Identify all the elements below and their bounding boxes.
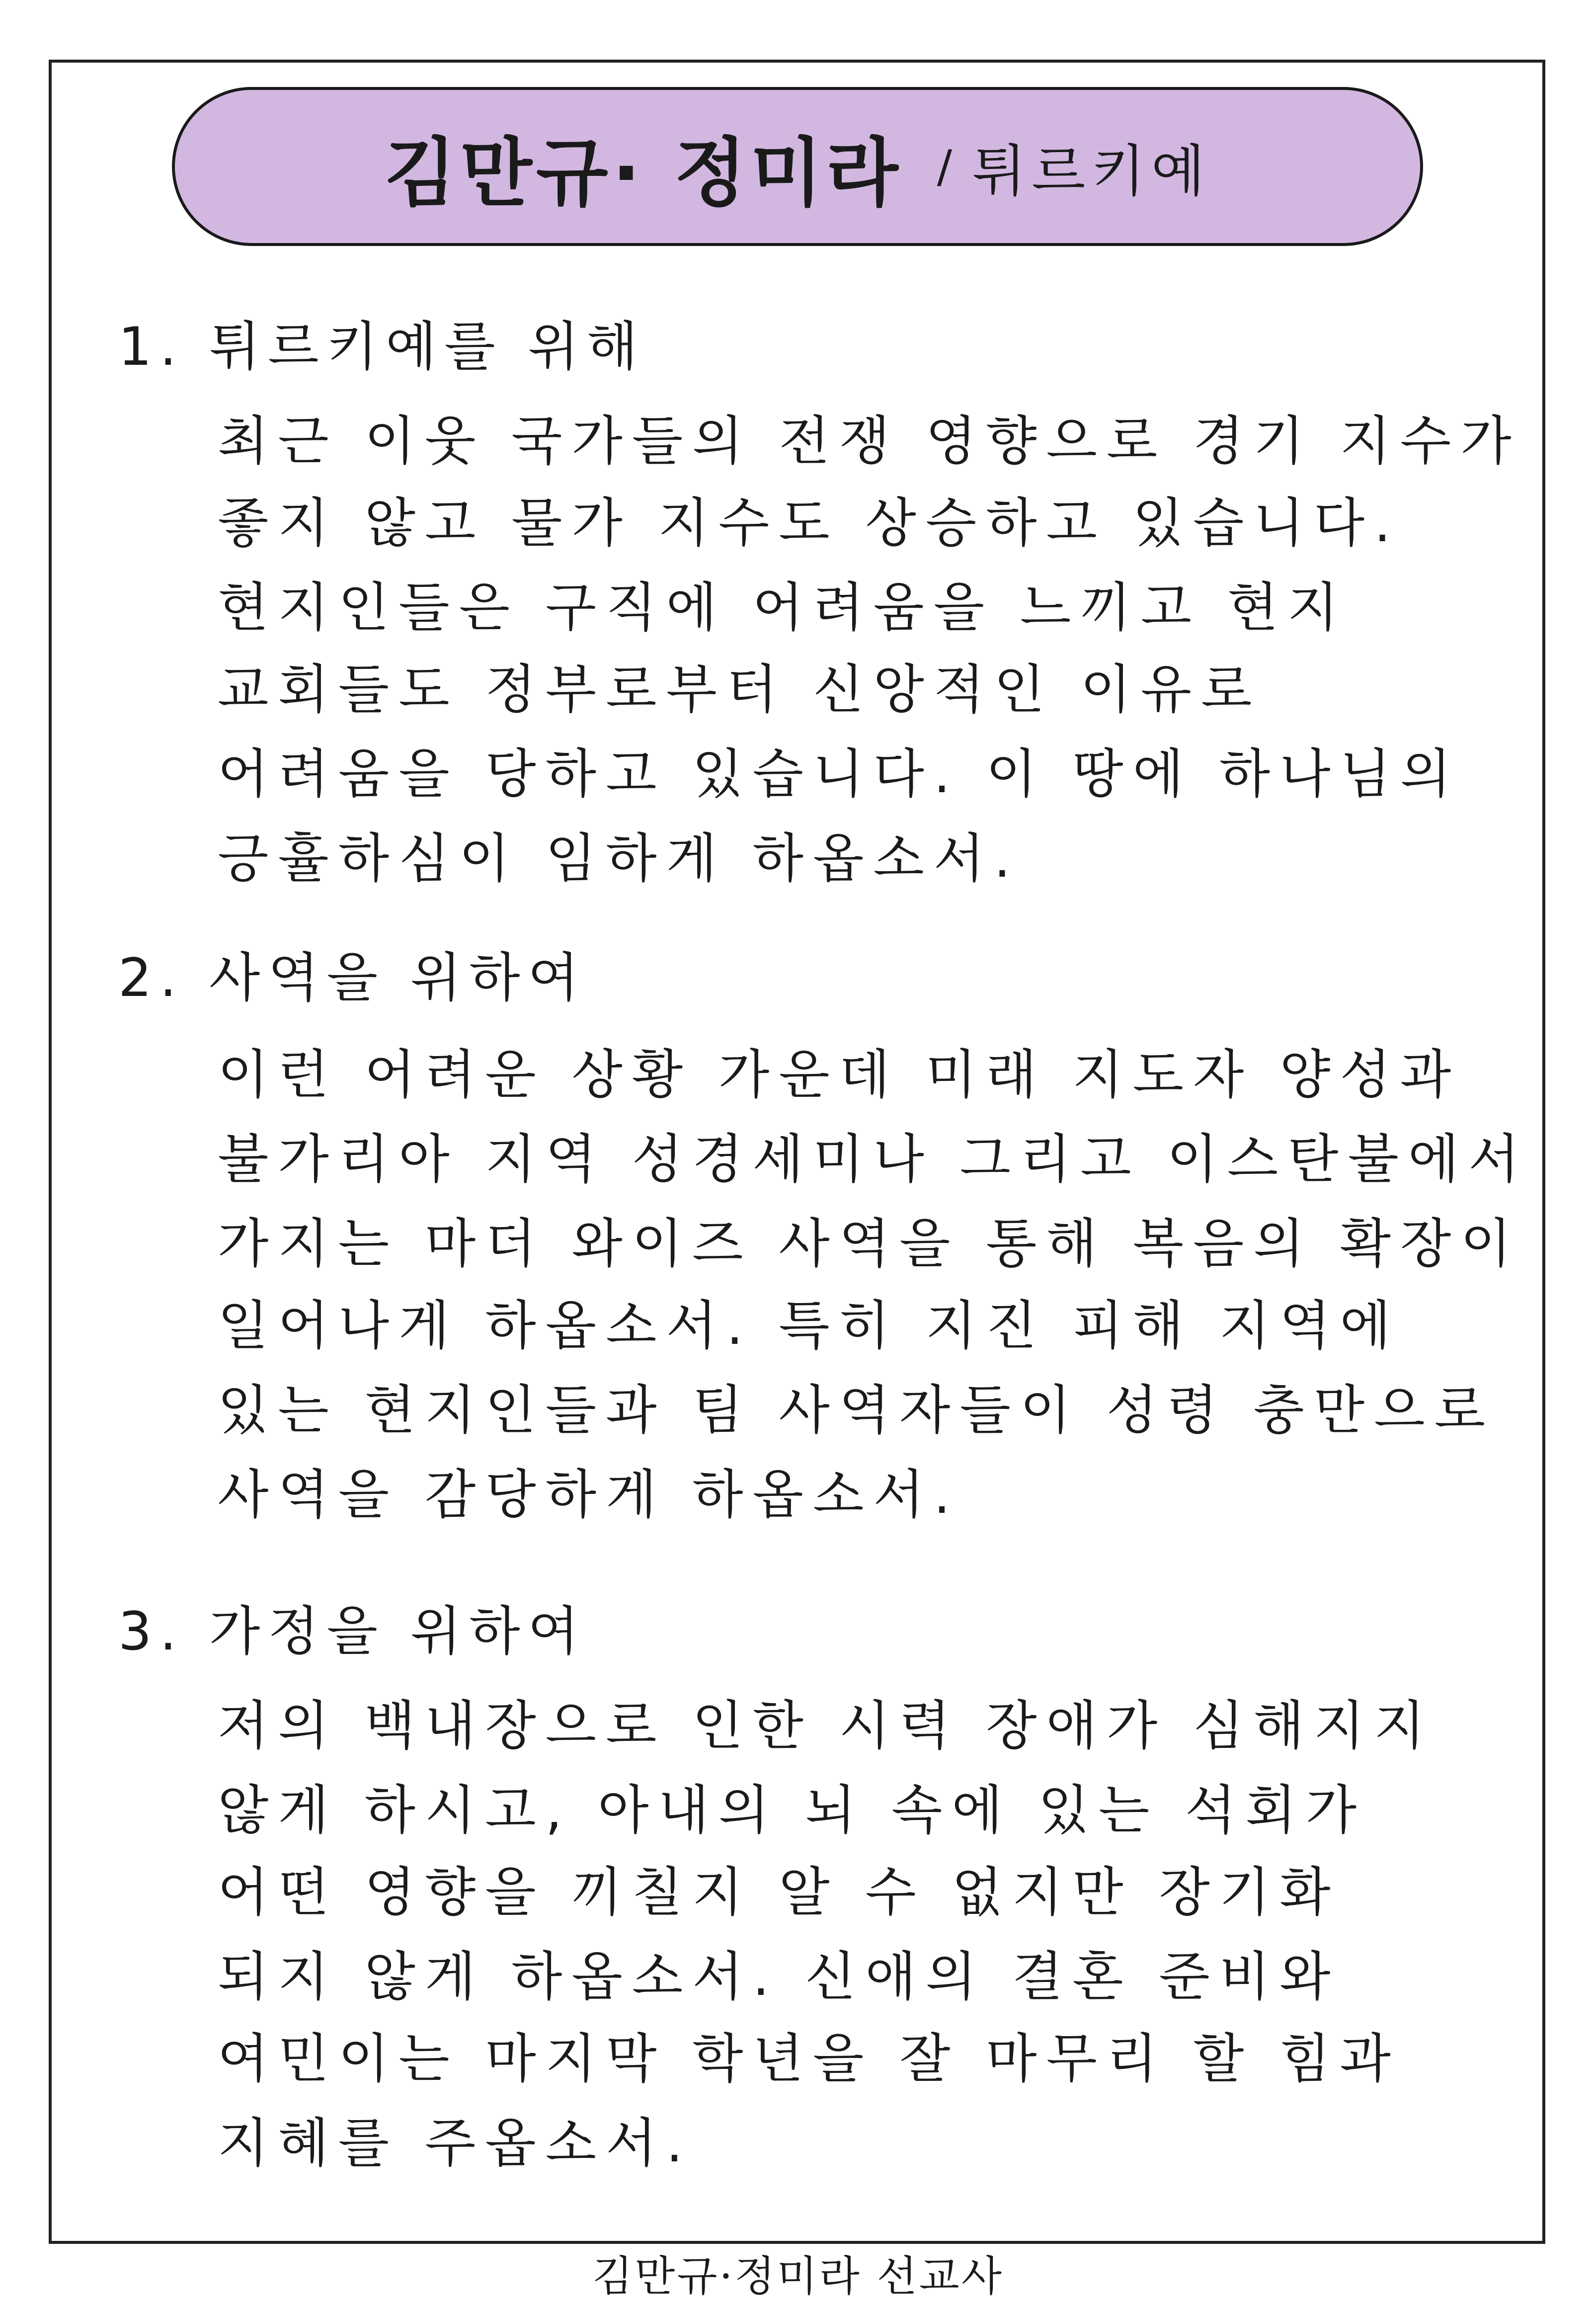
section-2-line-3: 가지는 마더 와이즈 사역을 통해 복음의 확장이 [218,1213,1521,1274]
section-3-line-2: 않게 하시고, 아내의 뇌 속에 있는 석회가 [218,1780,1366,1841]
section-3-line-6: 지혜를 주옵소서. [218,2113,693,2174]
section-1-line-5: 어려움을 당하고 있습니다. 이 땅에 하나님의 [218,743,1461,805]
section-3-line-4: 되지 않게 하옵소서. 신애의 결혼 준비와 [218,1946,1340,2007]
section-2-heading: 2. 사역을 위하여 [118,947,587,1008]
mission-country: 튀르키예 [972,139,1211,204]
section-2-line-6: 사역을 감당하게 하옵소서. [218,1464,960,1525]
section-3-line-1: 저의 백내장으로 인한 시력 장애가 심해지지 [218,1695,1435,1756]
section-1-line-1: 최근 이웃 국가들의 전쟁 영향으로 경기 지수가 [218,411,1521,472]
footer-signature: 김만규·정미라 선교사 [592,2252,1004,2301]
missionary-names: 김만규· 정미라 [384,130,902,217]
section-3-line-3: 어떤 영향을 끼칠지 알 수 없지만 장기화 [218,1862,1340,1923]
section-1-line-3: 현지인들은 구직에 어려움을 느끼고 현지 [218,577,1348,638]
section-1-line-2: 좋지 않고 물가 지수도 상승하고 있습니다. [218,493,1400,554]
section-1-line-4: 교회들도 정부로부터 신앙적인 이유로 [218,659,1262,720]
section-2-line-5: 있는 현지인들과 팀 사역자들이 성령 충만으로 [218,1380,1495,1441]
title-banner [172,87,1423,246]
section-2-line-2: 불가리아 지역 성경세미나 그리고 이스탄불에서 [218,1129,1529,1190]
section-3-line-5: 여민이는 마지막 학년을 잘 마무리 할 힘과 [218,2028,1400,2089]
section-2-line-1: 이런 어려운 상황 가운데 미래 지도자 양성과 [218,1044,1461,1105]
section-1-heading: 1. 튀르키예를 위해 [118,316,646,377]
section-2-line-4: 일어나게 하옵소서. 특히 지진 피해 지역에 [218,1295,1400,1356]
section-3-heading: 3. 가정을 위하여 [118,1601,587,1662]
section-1-line-6: 긍휼하심이 임하게 하옵소서. [218,828,1020,889]
title-separator: / [937,140,953,193]
